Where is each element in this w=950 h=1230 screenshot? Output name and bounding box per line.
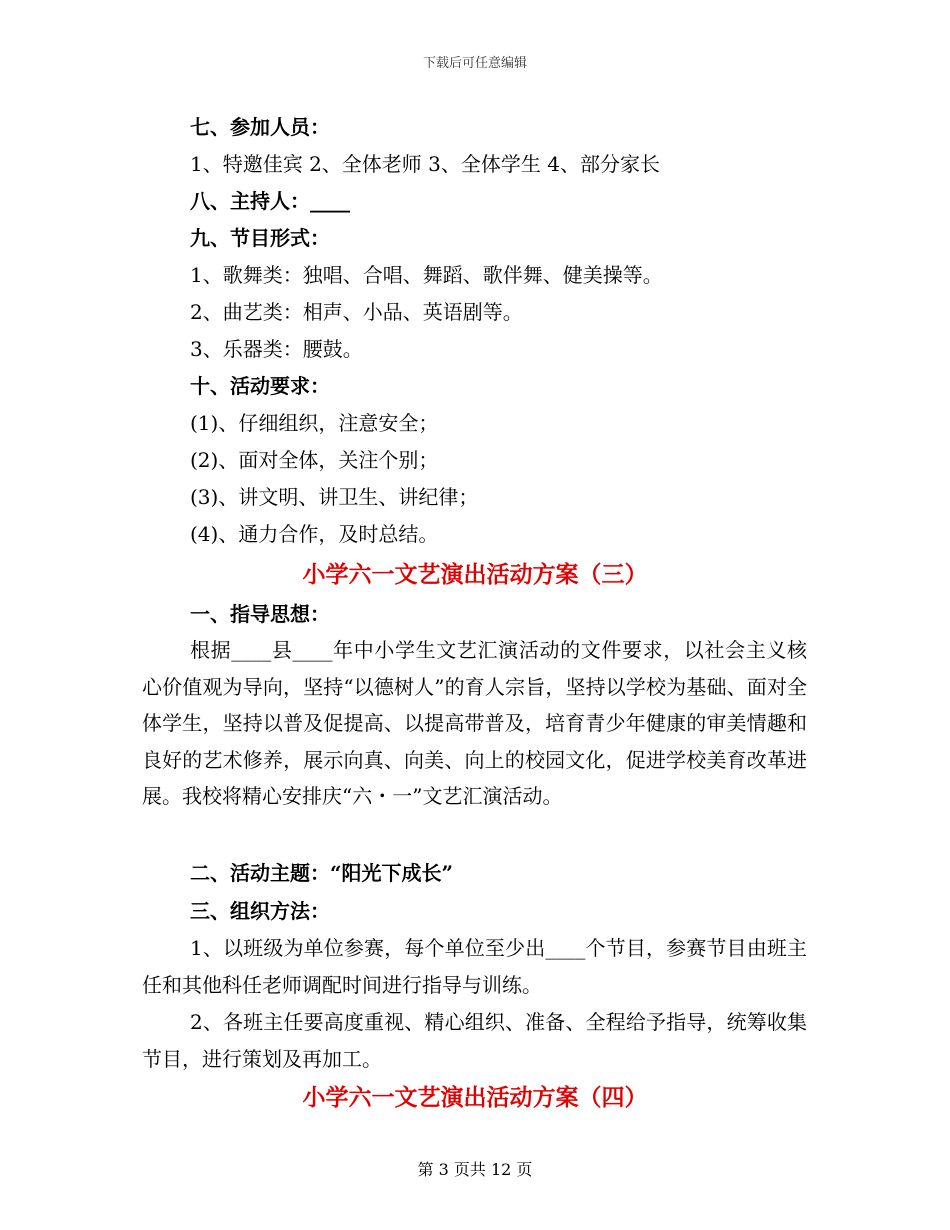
page-header: 下载后可任意编辑	[422, 56, 527, 71]
guiding-thought-paragraph: 根据____县____年中小学生文艺汇演活动的文件要求，以社会主义核心价值观为导向，坚持“以德树人”的育人宗旨，坚持以学校为基础、面对全体学生，坚持以普及促提高、以提高带普及，培育青少年健康的审美情趣和良好的艺术修养，展示向真、向美、向上的校园文化，促进学校美育改革进展。我校将精心安排庆“六・一”文艺汇演活动。	[142, 638, 807, 808]
program-type-2: 2、曲艺类：相声、小品、英语剧等。	[190, 300, 523, 324]
requirement-1: (1)、仔细组织，注意安全；	[190, 411, 439, 435]
organization-heading: 三、组织方法：	[190, 899, 330, 923]
participants-line: 1、特邀佳宾 2、全体老师 3、全体学生 4、部分家长	[190, 152, 660, 176]
section-7-heading: 七、参加人员：	[190, 115, 330, 139]
page-footer: 第 3 页共 12 页	[417, 1160, 533, 1179]
plan-4-title: 小学六一文艺演出活动方案（四）	[302, 1084, 648, 1111]
organization-item-2: 2、各班主任要高度重视、精心组织、准备、全程给予指导，统筹收集节目，进行策划及再加工。	[142, 1010, 807, 1071]
theme-heading: 二、活动主题：“阳光下成长”	[190, 861, 454, 885]
requirement-2: (2)、面对全体，关注个别；	[190, 448, 439, 472]
section-9-heading: 九、节目形式：	[190, 226, 330, 250]
requirement-3: (3)、讲文明、讲卫生、讲纪律；	[190, 485, 479, 509]
guiding-thought-heading: 一、指导思想：	[190, 602, 330, 626]
plan-3-title: 小学六一文艺演出活动方案（三）	[302, 561, 648, 588]
program-type-3: 3、乐器类：腰鼓。	[190, 337, 363, 361]
organization-item-1: 1、以班级为单位参赛，每个单位至少出____个节目，参赛节目由班主任和其他科任老师调配时间进行指导与训练。	[142, 936, 807, 997]
program-type-1: 1、歌舞类：独唱、合唱、舞蹈、歌伴舞、健美操等。	[190, 263, 663, 287]
requirement-4: (4)、通力合作，及时总结。	[190, 522, 439, 546]
section-8-heading: 八、主持人：____	[190, 189, 350, 213]
section-10-heading: 十、活动要求：	[190, 374, 330, 398]
